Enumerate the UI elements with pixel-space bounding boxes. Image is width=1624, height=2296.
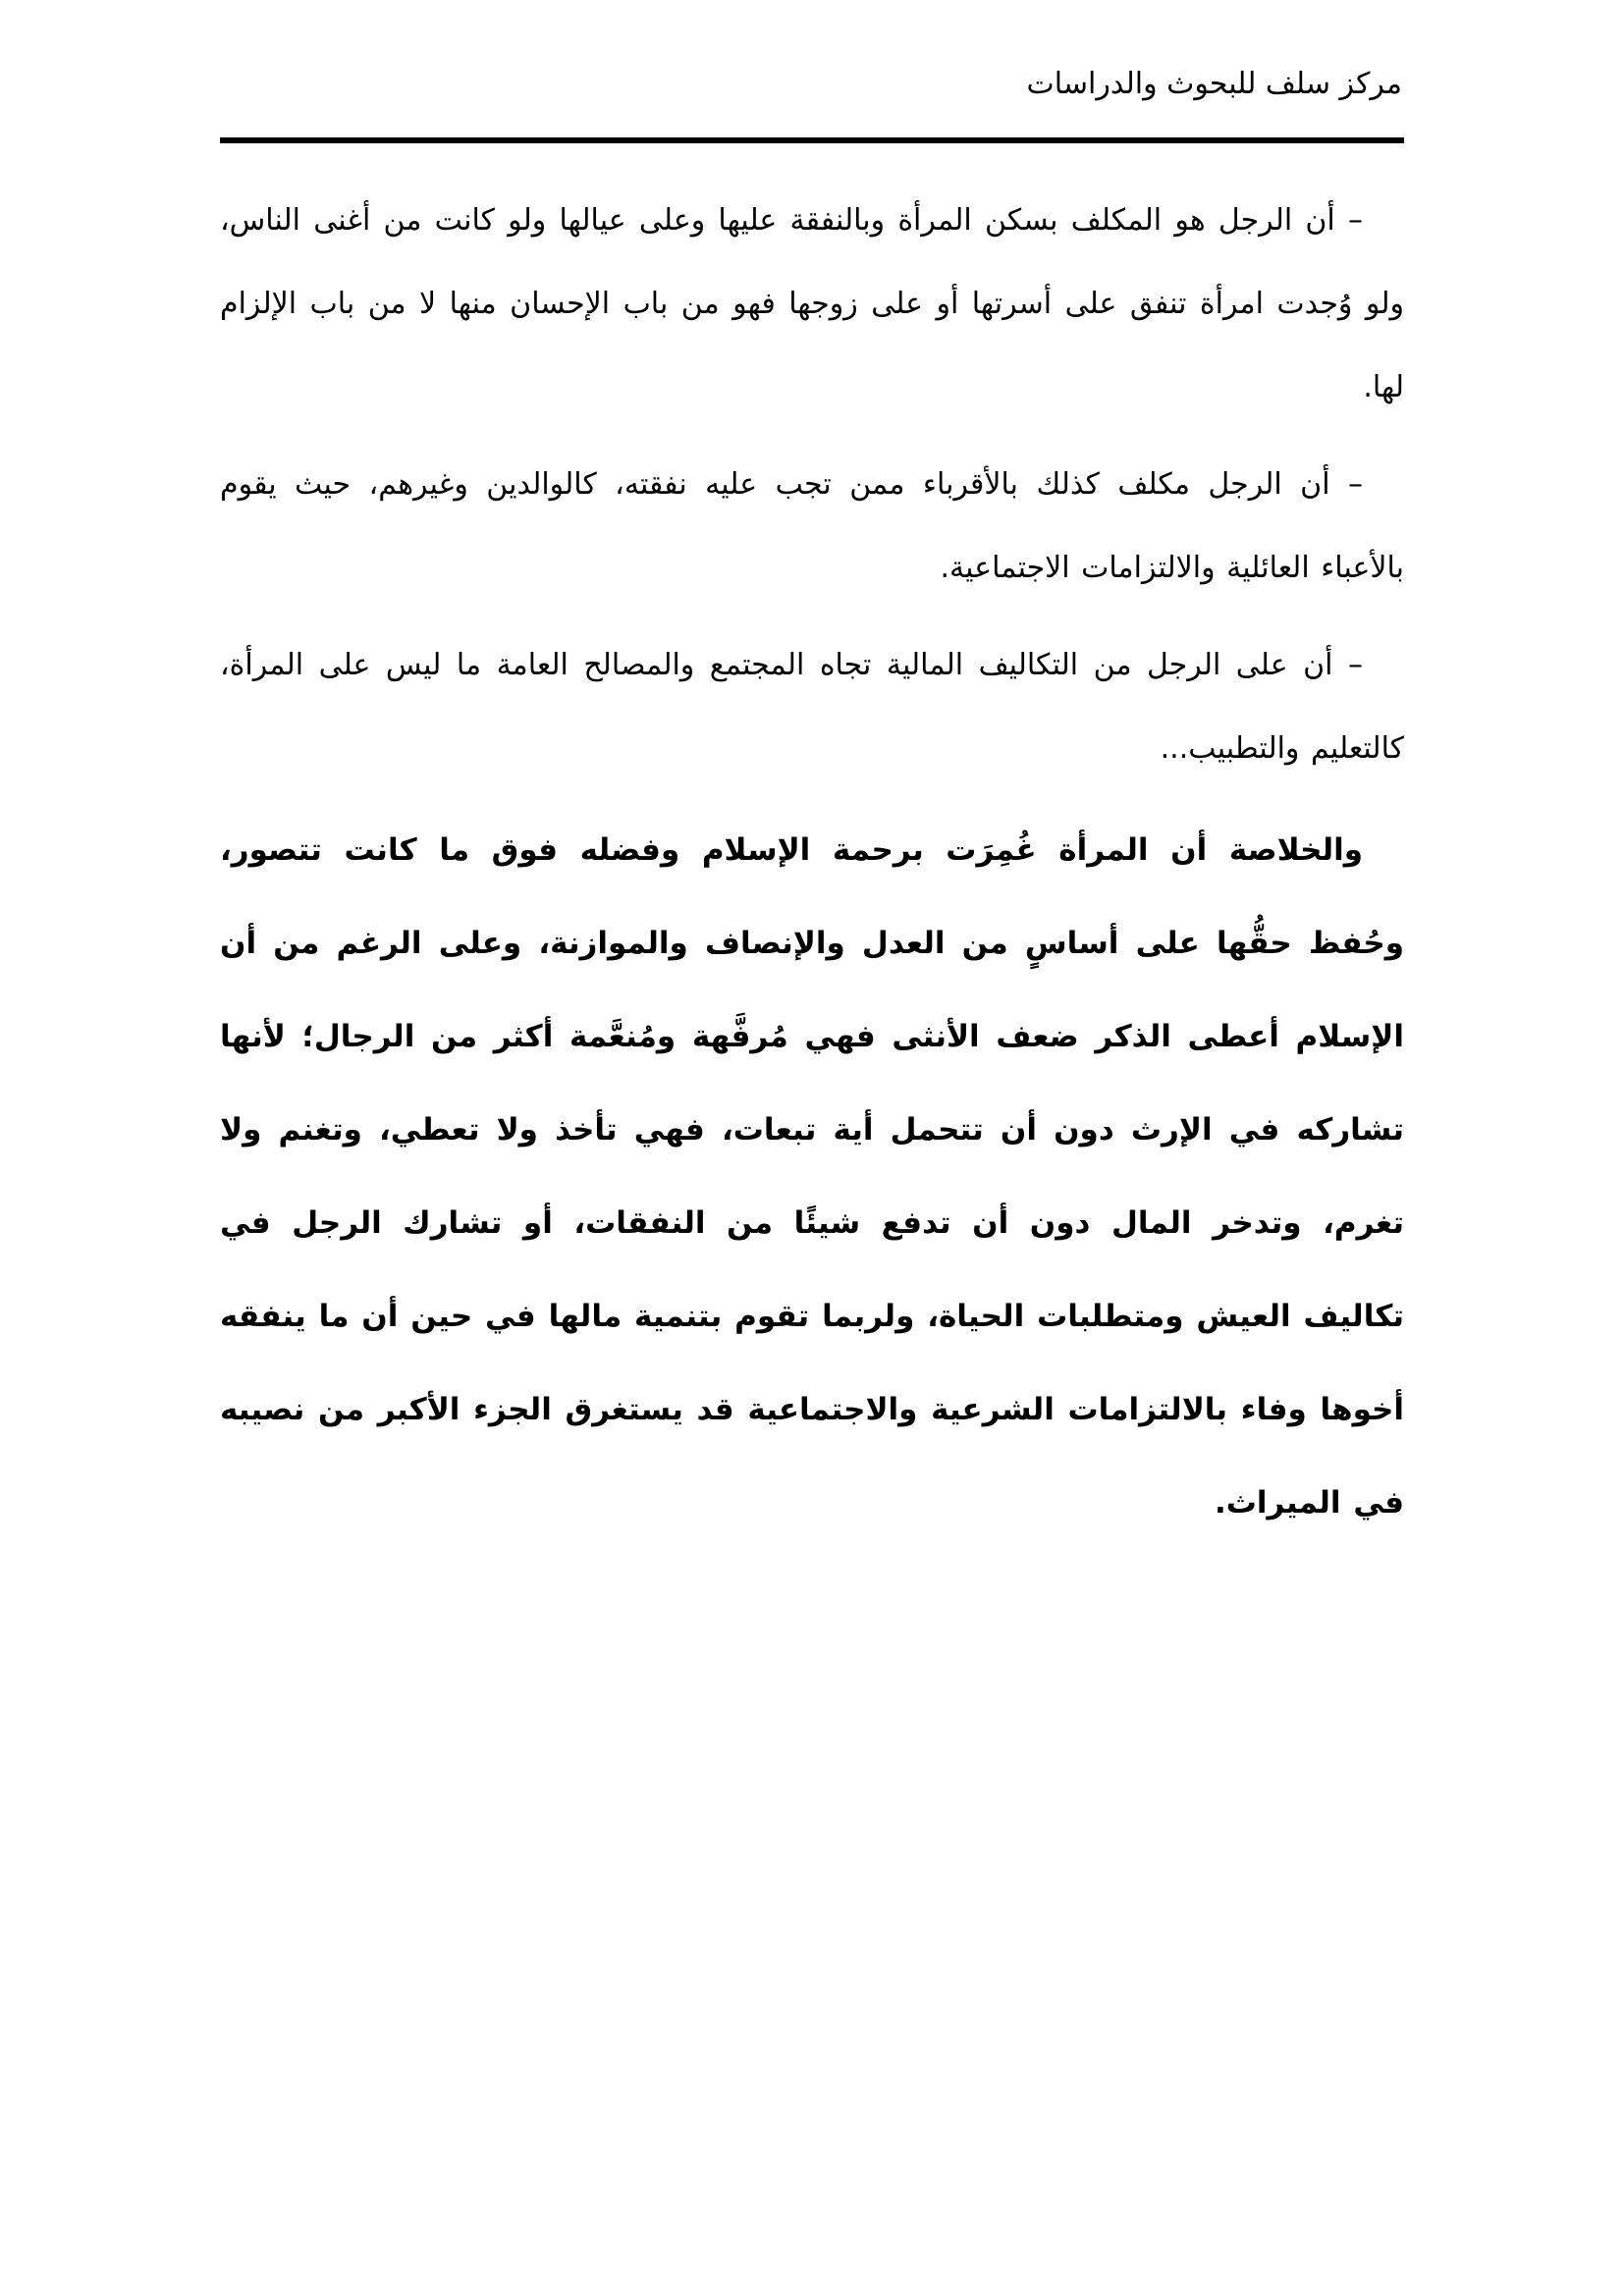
paragraph-conclusion: والخلاصة أن المرأة غُمِرَت برحمة الإسلام وفضله فوق ما كانت تتصور، وحُفظ حقُّها على أساسٍ من العدل والإنصاف والموازنة، وعلى الرغم من أن الإسلام أعطى الذكر ضعف الأنثى فهي مُرفَّهة ومُنعَّمة أكثر من الرجال؛ لأنها تشاركه في الإرث دون أن تتحمل أية تبعات، فهي تأخذ ولا تعطي، وتغنم ولا تغرم، وتدخر المال دون أن تدفع شيئًا من النفقات، أو تشارك الرجل في تكاليف العيش ومتطلبات الحياة، ولربما تقوم بتنمية مالها في حين أن ما ينفقه أخوها وفاء بالالتزامات الشرعية والاجتماعية قد يستغرق الجزء الأكبر من نصيبه في الميراث. xyxy=(220,832,1404,1521)
paragraph-man-financial-duties: – أن على الرجل من التكاليف المالية تجاه المجتمع والمصالح العامة ما ليس على المرأة، كالتعليم والتطبيب... xyxy=(220,648,1404,766)
header-rule-divider xyxy=(220,137,1404,143)
page-header-title: مركز سلف للبحوث والدراسات xyxy=(1026,67,1402,101)
document-body xyxy=(220,179,1404,1564)
paragraph-man-responsible-relatives: – أن الرجل مكلف كذلك بالأقرباء ممن تجب عليه نفقته، كالوالدين وغيرهم، حيث يقوم بالأعباء العائلية والالتزامات الاجتماعية. xyxy=(220,467,1404,585)
paragraph-man-responsible-housing: – أن الرجل هو المكلف بسكن المرأة وبالنفقة عليها وعلى عيالها ولو كانت من أغنى الناس، ولو وُجدت امرأة تنفق على أسرتها أو على زوجها فهو من باب الإحسان منها لا من باب الإلزام لها. xyxy=(220,203,1404,404)
